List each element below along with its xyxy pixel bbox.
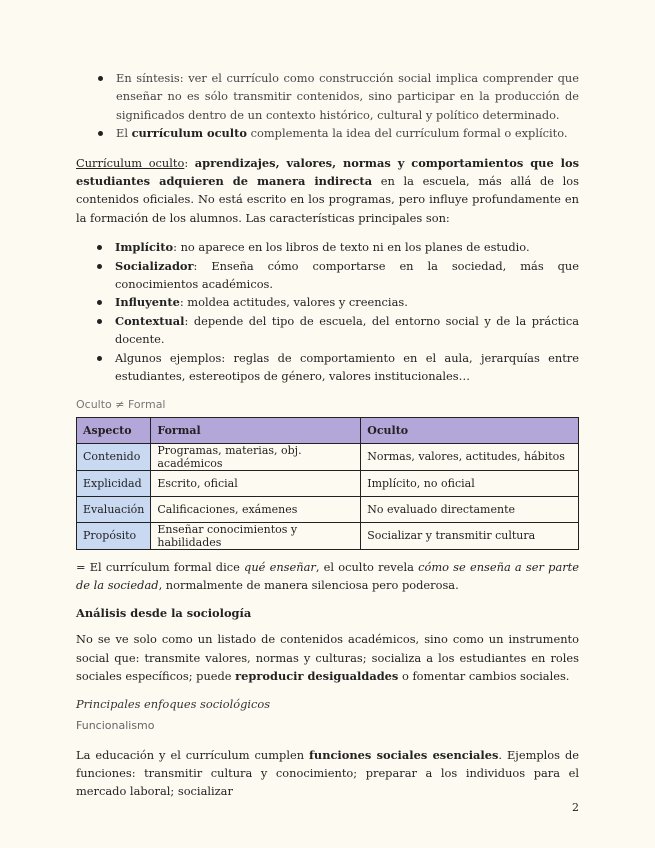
- table-cell: Normas, valores, actitudes, hábitos: [361, 443, 579, 470]
- characteristic-text: : no aparece en los libros de texto ni en los planes de estudio.: [173, 240, 530, 255]
- table-cell: Propósito: [77, 522, 151, 549]
- intro-bullet-bold: currículum oculto: [131, 126, 247, 141]
- table-cell: Contenido: [77, 443, 151, 470]
- list-item: [116, 69, 579, 124]
- analysis-paragraph: [76, 630, 579, 685]
- list-item: [115, 257, 579, 294]
- table-cell: Programas, materias, obj. académicos: [151, 443, 361, 470]
- list-item: [115, 238, 579, 256]
- characteristic-text: Algunos ejemplos: reglas de comportamiento en el aula, jerarquías entre estudiantes, estereotipos de género, valores institucionales…: [115, 350, 579, 384]
- hidden-curriculum-definition: aprendizajes, valores, normas y comportamientos que los estudiantes adquieren de manera indirecta: [76, 155, 579, 189]
- characteristic-term: Implícito: [115, 240, 174, 255]
- intro-bullet-pre: El: [116, 126, 132, 141]
- characteristic-text: : moldea actitudes, valores y creencias.: [179, 295, 408, 310]
- characteristic-text: : depende del tipo de escuela, del entorno social y de la práctica docente.: [115, 313, 579, 347]
- intro-bullet-list: [116, 69, 579, 143]
- table-row: [77, 443, 579, 470]
- table-header-cell: Oculto: [361, 417, 579, 443]
- characteristic-term: Influyente: [115, 295, 180, 310]
- table-cell: Explicidad: [77, 470, 151, 496]
- hidden-curriculum-paragraph: [76, 154, 579, 228]
- definition-colon: :: [184, 155, 195, 170]
- summary-italic-hidden: cómo se enseña a ser parte de la sociedad: [76, 559, 579, 592]
- table-header-cell: Aspecto: [77, 417, 151, 443]
- table-cell: Socializar y transmitir cultura: [361, 522, 579, 549]
- list-item: [115, 349, 579, 386]
- summary-pre: = El currículum formal dice: [76, 559, 245, 574]
- summary-mid: , el oculto revela: [315, 559, 419, 574]
- hidden-curriculum-rest: en la escuela, más allá de los contenidos oficiales. No está escrito en los programas, pero influye profundamente en la formación de los alumnos. Las características principales son:: [76, 174, 579, 225]
- functionalism-pre: La educación y el currículum cumplen: [76, 747, 310, 762]
- table-cell: Enseñar conocimientos y habilidades: [151, 522, 361, 549]
- characteristic-text: : Enseña cómo comportarse en la sociedad, más que conocimientos académicos.: [115, 258, 579, 292]
- table-row: [77, 522, 579, 549]
- table-row: [77, 470, 579, 496]
- hidden-curriculum-term: Currículum oculto: [76, 155, 185, 170]
- analysis-heading: Análisis desde la sociología: [76, 606, 252, 621]
- summary-paragraph: [76, 558, 579, 595]
- table-cell: Calificaciones, exámenes: [151, 496, 361, 522]
- page-content: [76, 69, 579, 801]
- functionalism-post: . Ejemplos de funciones: transmitir cultura y conocimiento; preparar a los individuos para el mercado laboral; socializar: [76, 747, 580, 799]
- table-cell: No evaluado directamente: [361, 496, 579, 522]
- functionalism-bold: funciones sociales esenciales: [309, 747, 499, 762]
- comparison-table: [76, 417, 579, 550]
- table-cell: Evaluación: [77, 496, 151, 522]
- page-number: 2: [572, 801, 579, 814]
- characteristic-term: Socializador: [115, 258, 194, 273]
- table-cell: Implícito, no oficial: [361, 470, 579, 496]
- analysis-pre: No se ve solo como un listado de contenidos académicos, sino como un instrumento social que: transmite valores, normas y culturas; socializa a los estudiantes en roles sociales específicos; puede: [76, 632, 579, 684]
- table-cell: Escrito, oficial: [151, 470, 361, 496]
- list-item: [115, 293, 579, 311]
- analysis-post: o fomentar cambios sociales.: [398, 669, 570, 684]
- characteristics-list: [115, 238, 579, 385]
- table-row: [77, 496, 579, 522]
- approaches-heading: Principales enfoques sociológicos: [76, 696, 271, 711]
- table-caption: Oculto ≠ Formal: [76, 397, 166, 411]
- list-item: [116, 124, 579, 142]
- characteristic-term: Contextual: [115, 313, 185, 328]
- intro-bullet-text: En síntesis: ver el currículo como construcción social implica comprender que enseñar no es sólo transmitir contenidos, sino participar en la producción de significados dentro de un contexto histórico, cultural y político determinado.: [116, 71, 579, 122]
- analysis-bold: reproducir desigualdades: [235, 669, 399, 684]
- functionalism-paragraph: [76, 746, 579, 801]
- intro-bullet-post: complementa la idea del currículum formal o explícito.: [247, 126, 568, 141]
- summary-post: , normalmente de manera silenciosa pero poderosa.: [158, 577, 459, 592]
- functionalism-heading: Funcionalismo: [76, 718, 155, 732]
- summary-italic-formal: qué enseñar: [244, 559, 316, 574]
- table-header-row: [77, 417, 579, 443]
- table-header-cell: Formal: [151, 417, 361, 443]
- list-item: [115, 312, 579, 349]
